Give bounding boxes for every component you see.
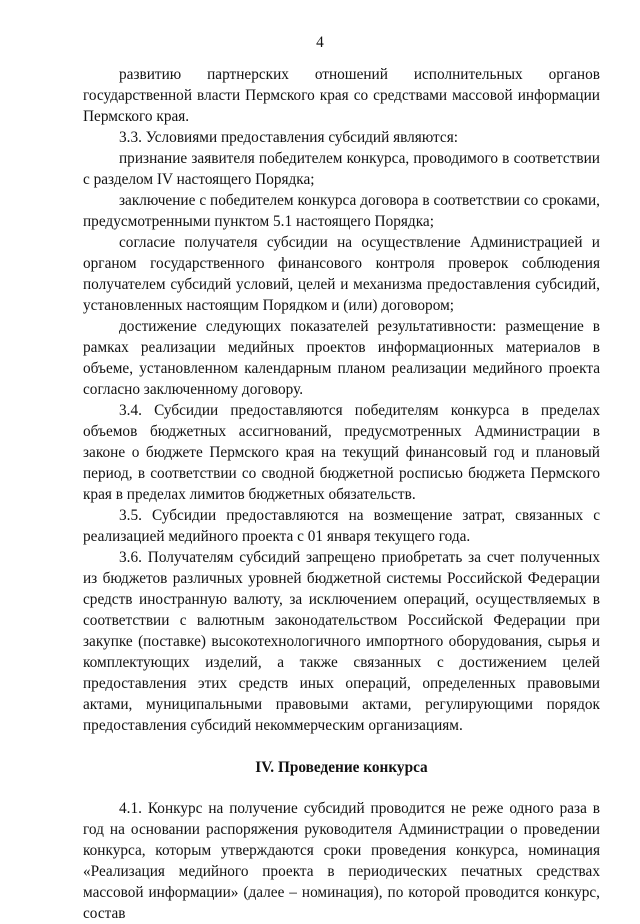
- paragraph-3-6: 3.6. Получателям субсидий запрещено приобретать за счет полученных из бюджетов различных уровней бюджетной системы Российской Федерации средств иностранную валюту, за исключением операций, осуществляемых в соответствии с валютным законодательством Российской Федерации при закупке (поставке) высокотехнологичного импортного оборудования, сырья и комплектующих изделий, а также связанных с достижением целей предоставления этих средств иных операций, определенных правовыми актами, муниципальными правовыми актами, регулирующими порядок предоставления субсидий некоммерческим организациям.: [83, 549, 600, 734]
- paragraph-3-4: 3.4. Субсидии предоставляются победителям конкурса в пределах объемов бюджетных ассигнований, предусмотренных Администрации в законе о бюджете Пермского края на текущий финансовый год и плановый период, в соответствии со сводной бюджетной росписью бюджета Пермского края в пределах лимитов бюджетных обязательств.: [83, 402, 600, 503]
- paragraph-partnership-continuation: развитию партнерских отношений исполнительных органов государственной власти Пермского края со средствами массовой информации Пермского края.: [83, 66, 600, 125]
- paragraph-condition-winner: признание заявителя победителем конкурса, проводимого в соответствии с разделом IV настоящего Порядка;: [83, 150, 600, 188]
- document-body: [83, 64, 600, 924]
- paragraph-4-1: 4.1. Конкурс на получение субсидий проводится не реже одного раза в год на основании распоряжения руководителя Администрации о проведении конкурса, которым утверждаются сроки проведения конкурса, номинация «Реализация медийного проекта в периодических печатных средствах массовой информации» (далее – номинация), по которой проводится конкурс, состав: [83, 800, 600, 922]
- paragraph-condition-consent: согласие получателя субсидии на осуществление Администрацией и органом государственного финансового контроля проверок соблюдения получателем субсидий условий, целей и механизма предоставления субсидий, установленных настоящим Порядком и (или) договором;: [83, 234, 600, 314]
- paragraph-3-5: 3.5. Субсидии предоставляются на возмещение затрат, связанных с реализацией медийного проекта с 01 января текущего года.: [83, 507, 600, 545]
- paragraph-condition-performance: достижение следующих показателей результативности: размещение в рамках реализации медийных проектов информационных материалов в объеме, установленном календарным планом реализации медийного проекта согласно заключенному договору.: [83, 318, 600, 398]
- page-number: 4: [316, 34, 324, 51]
- section-heading-iv: IV. Проведение конкурса: [255, 759, 428, 776]
- paragraph-3-3-conditions: 3.3. Условиями предоставления субсидий являются:: [119, 129, 459, 146]
- paragraph-condition-contract: заключение с победителем конкурса договора в соответствии со сроками, предусмотренными пунктом 5.1 настоящего Порядка;: [83, 192, 600, 230]
